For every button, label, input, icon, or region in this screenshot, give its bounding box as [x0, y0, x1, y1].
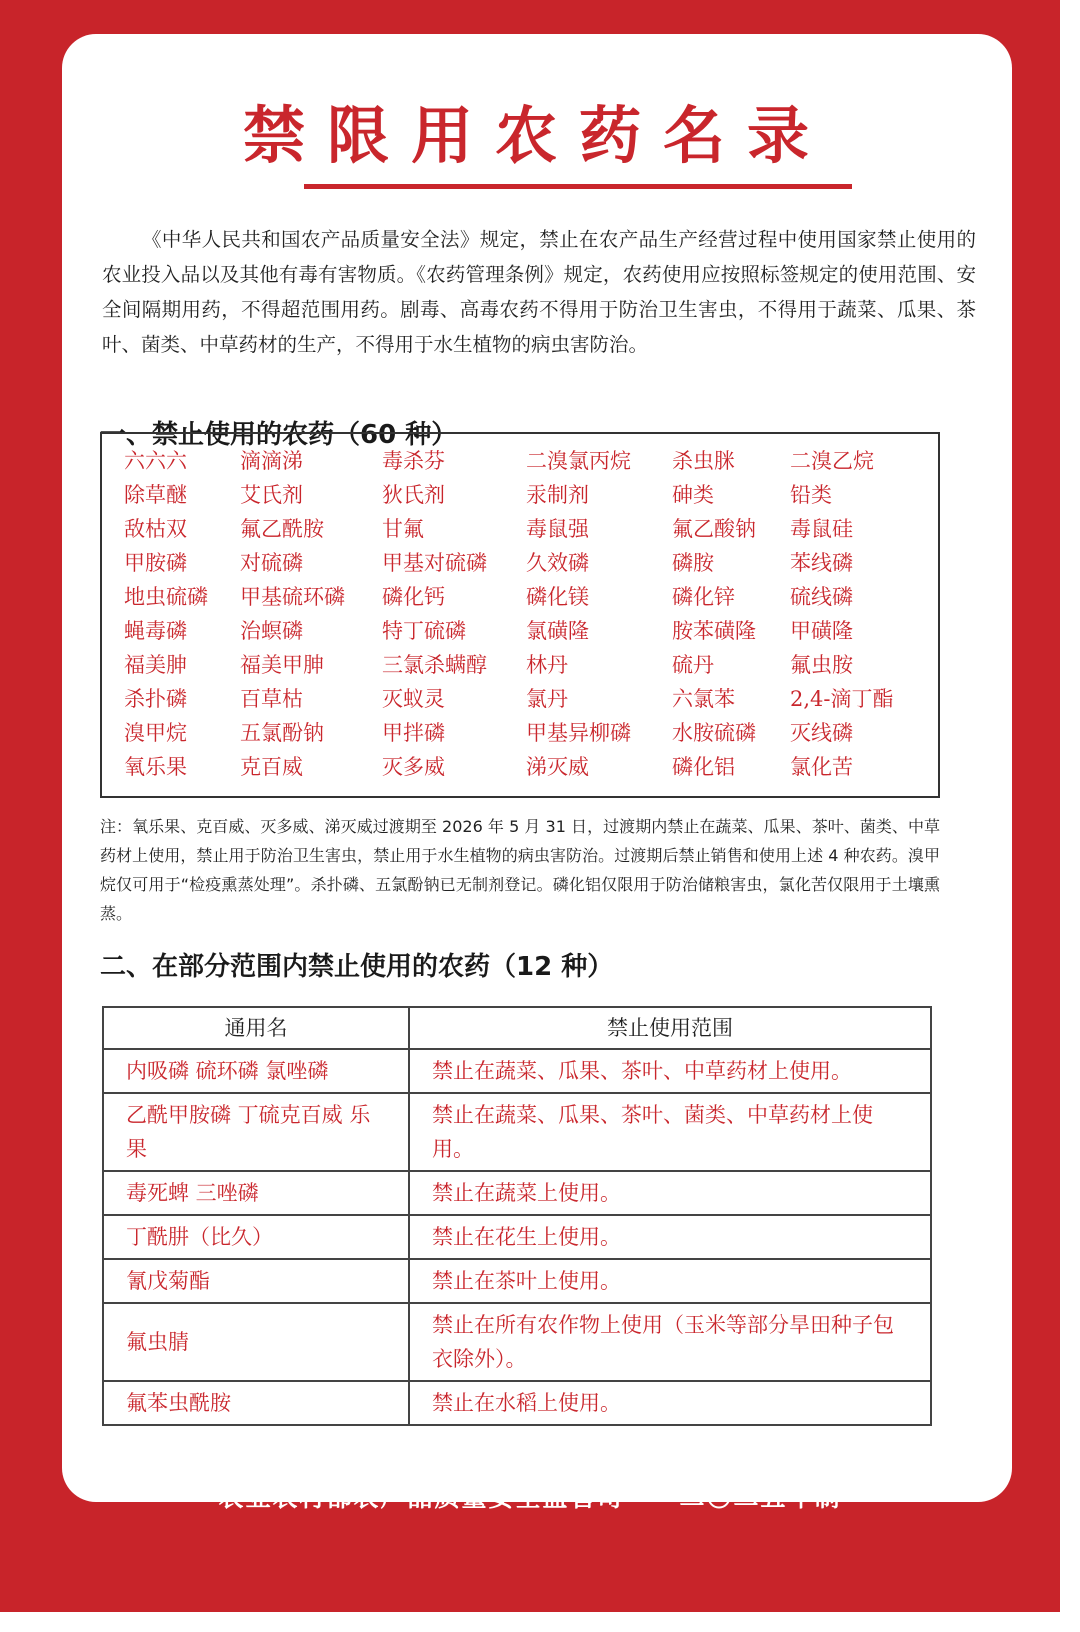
pesticide-name-cell: 内吸磷 硫环磷 氯唑磷 — [103, 1049, 409, 1093]
banned-pesticide-item: 对硫磷 — [240, 551, 303, 575]
banned-pesticide-item: 氟乙酰胺 — [240, 517, 324, 541]
banned-pesticide-item: 胺苯磺隆 — [672, 619, 756, 643]
banned-pesticide-item: 杀扑磷 — [124, 687, 187, 711]
banned-pesticide-item: 艾氏剂 — [240, 483, 303, 507]
banned-pesticide-item: 硫线磷 — [790, 585, 853, 609]
column-header-name: 通用名 — [103, 1007, 409, 1049]
banned-pesticide-item: 克百威 — [240, 755, 303, 779]
banned-pesticide-item: 百草枯 — [240, 687, 303, 711]
banned-pesticide-grid — [100, 432, 940, 798]
banned-pesticide-item: 福美胂 — [124, 653, 187, 677]
banned-pesticide-item: 除草醚 — [124, 483, 187, 507]
banned-pesticide-item: 铅类 — [790, 483, 832, 507]
banned-pesticide-item: 氟虫胺 — [790, 653, 853, 677]
prohibited-scope-cell: 禁止在蔬菜、瓜果、茶叶、中草药材上使用。 — [409, 1049, 931, 1093]
banned-pesticide-item: 林丹 — [526, 653, 568, 677]
footer — [0, 1478, 1060, 1518]
banned-pesticide-item: 福美甲胂 — [240, 653, 324, 677]
table-row — [103, 1049, 931, 1093]
pesticide-name-cell: 毒死蜱 三唑磷 — [103, 1171, 409, 1215]
banned-pesticide-item: 氟乙酸钠 — [672, 517, 756, 541]
column-header-scope: 禁止使用范围 — [409, 1007, 931, 1049]
banned-pesticide-item: 毒鼠强 — [526, 517, 589, 541]
banned-pesticide-item: 氯丹 — [526, 687, 568, 711]
banned-pesticide-item: 磷化镁 — [526, 585, 589, 609]
banned-pesticide-item: 二溴氯丙烷 — [526, 449, 631, 473]
banned-pesticide-item: 氯磺隆 — [526, 619, 589, 643]
banned-pesticide-item: 氯化苦 — [790, 755, 853, 779]
banned-pesticide-item: 六氯苯 — [672, 687, 735, 711]
table-row — [103, 1259, 931, 1303]
pesticide-name-cell: 乙酰甲胺磷 丁硫克百威 乐果 — [103, 1093, 409, 1171]
banned-pesticide-item: 2,4-滴丁酯 — [790, 687, 894, 711]
banned-pesticide-item: 灭多威 — [382, 755, 445, 779]
banned-pesticide-item: 磷化钙 — [382, 585, 445, 609]
banned-pesticide-item: 磷化铝 — [672, 755, 735, 779]
section1-note: 注：氧乐果、克百威、灭多威、涕灭威过渡期至 2026 年 5 月 31 日，过渡期内禁止在蔬菜、瓜果、茶叶、菌类、中草药材上使用，禁止用于防治卫生害虫，禁止用于水生植物的病虫害防治。过渡期后禁止销售和使用上述 4 种农药。溴甲烷仅可用于“检疫熏蒸处理”。杀扑磷、五氯酚钠已无制剂登记。磷化铝仅限用于防治储粮害虫，氯化苦仅限用于土壤熏蒸。 — [100, 817, 940, 923]
table-row — [103, 1303, 931, 1381]
banned-pesticide-item: 地虫硫磷 — [124, 585, 208, 609]
intro-paragraph: 《中华人民共和国农产品质量安全法》规定，禁止在农产品生产经营过程中使用国家禁止使用的农业投入品以及其他有毒有害物质。《农药管理条例》规定，农药使用应按照标签规定的使用范围、安全间隔期用药，不得超范围用药。剧毒、高毒农药不得用于防治卫生害虫，不得用于蔬菜、瓜果、茶叶、菌类、中草药材的生产，不得用于水生植物的病虫害防治。 — [102, 228, 976, 356]
banned-pesticide-item: 氧乐果 — [124, 755, 187, 779]
table-header-row — [103, 1007, 931, 1049]
section1-title: 一、禁止使用的农药（60 种） — [100, 420, 458, 450]
banned-pesticide-item: 涕灭威 — [526, 755, 589, 779]
banned-pesticide-item: 灭线磷 — [790, 721, 853, 745]
banned-pesticide-item: 滴滴涕 — [240, 449, 303, 473]
banned-pesticide-item: 甲胺磷 — [124, 551, 187, 575]
banned-pesticide-item: 敌枯双 — [124, 517, 187, 541]
pesticide-name-cell: 氟虫腈 — [103, 1303, 409, 1381]
title-underline — [304, 184, 852, 189]
footer-year: 二〇二五年制 — [679, 1483, 842, 1512]
banned-pesticide-item: 二溴乙烷 — [790, 449, 874, 473]
banned-pesticide-item: 甲基硫环磷 — [240, 585, 345, 609]
banned-pesticide-item: 毒杀芬 — [382, 449, 445, 473]
table-row — [103, 1215, 931, 1259]
content-card — [62, 34, 1012, 1502]
banned-pesticide-item: 砷类 — [672, 483, 714, 507]
banned-pesticide-item: 久效磷 — [526, 551, 589, 575]
banned-pesticide-item: 苯线磷 — [790, 551, 853, 575]
banned-pesticide-item: 汞制剂 — [526, 483, 589, 507]
prohibited-scope-cell: 禁止在所有农作物上使用（玉米等部分旱田种子包衣除外）。 — [409, 1303, 931, 1381]
banned-pesticide-item: 甲基异柳磷 — [526, 721, 631, 745]
banned-pesticide-item: 杀虫脒 — [672, 449, 735, 473]
prohibited-scope-cell: 禁止在茶叶上使用。 — [409, 1259, 931, 1303]
banned-pesticide-item: 三氯杀螨醇 — [382, 653, 487, 677]
banned-pesticide-item: 甲基对硫磷 — [382, 551, 487, 575]
banned-pesticide-item: 水胺硫磷 — [672, 721, 756, 745]
pesticide-name-cell: 丁酰肼（比久） — [103, 1215, 409, 1259]
banned-pesticide-item: 硫丹 — [672, 653, 714, 677]
banned-pesticide-item: 五氯酚钠 — [240, 721, 324, 745]
restricted-pesticide-table — [102, 1006, 932, 1426]
banned-pesticide-item: 甲磺隆 — [790, 619, 853, 643]
banned-pesticide-item: 蝇毒磷 — [124, 619, 187, 643]
banned-pesticide-item: 溴甲烷 — [124, 721, 187, 745]
pesticide-name-cell: 氟苯虫酰胺 — [103, 1381, 409, 1425]
pesticide-name-cell: 氰戊菊酯 — [103, 1259, 409, 1303]
banned-pesticide-item: 磷胺 — [672, 551, 714, 575]
prohibited-scope-cell: 禁止在花生上使用。 — [409, 1215, 931, 1259]
table-row — [103, 1093, 931, 1171]
banned-pesticide-item: 毒鼠硅 — [790, 517, 853, 541]
table-row — [103, 1381, 931, 1425]
banned-pesticide-item: 六六六 — [124, 449, 187, 473]
prohibited-scope-cell: 禁止在水稻上使用。 — [409, 1381, 931, 1425]
banned-pesticide-item: 磷化锌 — [672, 585, 735, 609]
prohibited-scope-cell: 禁止在蔬菜上使用。 — [409, 1171, 931, 1215]
banned-pesticide-item: 甲拌磷 — [382, 721, 445, 745]
footer-organization: 农业农村部农产品质量安全监管司 — [218, 1483, 624, 1512]
banned-pesticide-item: 灭蚁灵 — [382, 687, 445, 711]
section2-title: 二、在部分范围内禁止使用的农药（12 种） — [100, 952, 614, 982]
banned-pesticide-item: 甘氟 — [382, 517, 424, 541]
prohibited-scope-cell: 禁止在蔬菜、瓜果、茶叶、菌类、中草药材上使用。 — [409, 1093, 931, 1171]
page-title: 禁限用农药名录 — [242, 99, 831, 172]
banned-pesticide-item: 特丁硫磷 — [382, 619, 466, 643]
banned-pesticide-item: 狄氏剂 — [382, 483, 445, 507]
table-row — [103, 1171, 931, 1215]
banned-pesticide-item: 治螟磷 — [240, 619, 303, 643]
